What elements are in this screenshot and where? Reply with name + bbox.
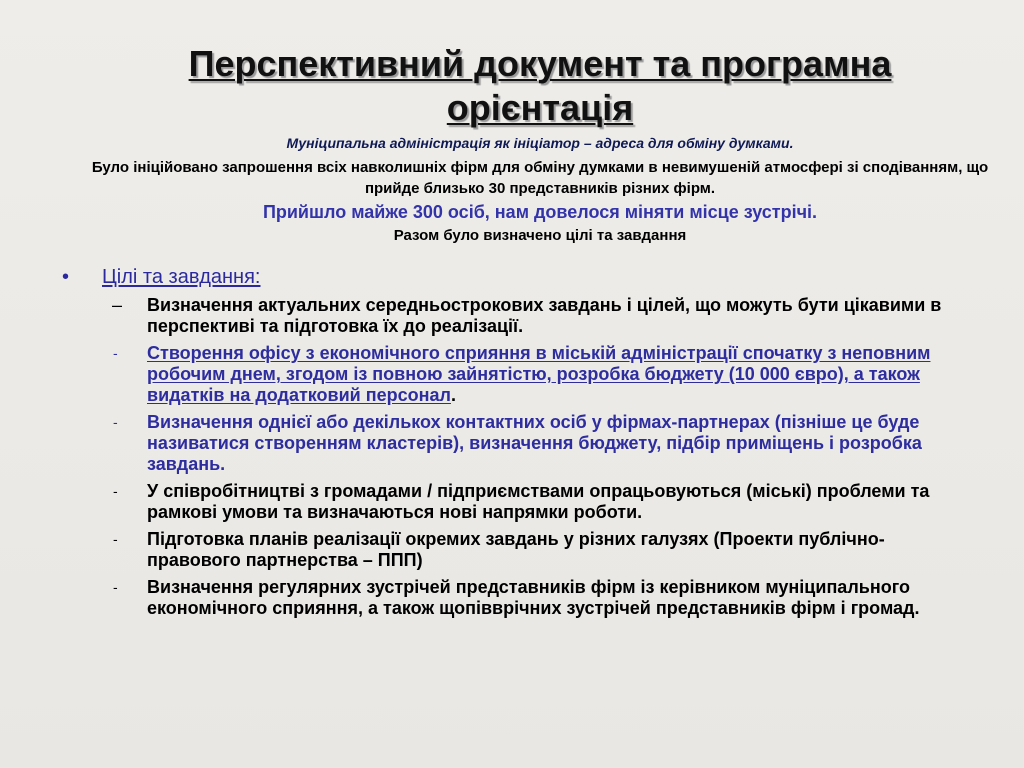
highlight-text: Прийшло майже 300 осіб, нам довелося міняти місце зустрічі. [262,202,818,222]
list-item [110,295,950,337]
subtitle-initiator: Муніципальна адміністрація як ініціатор – адреса для обміну думками. [286,135,794,151]
list-item [110,412,950,475]
list-item [110,577,950,619]
list-item-text: У співробітництві з громадами / підприємствами опрацьовуються (міські) проблеми та рамкові умови та визначаються нові напрямки роботи. [147,481,930,522]
list-item-text: Визначення актуальних середньострокових завдань і цілей, що можуть бути цікавими в перспективі та підготовка їх до реалізації. [147,295,942,336]
list-item-text: Підготовка планів реалізації окремих завдань у різних галузях (Проекти публічно-правового партнерства – ППП) [147,529,885,570]
goals-defined-text: Разом було визначено цілі та завдання [393,227,687,244]
dash-marker: - [113,579,118,595]
list-item-text: Визначення однієї або декількох контактних осіб у фірмах-партнерах (пізніше це буде називатися створенням кластерів), визначення бюджету, підбір приміщень і розробка завдань. [147,412,922,474]
list-item [110,481,950,523]
list-item-text: Визначення регулярних зустрічей представників фірм із керівником муніципального економічного сприяння, а також щопівврічних зустрічей представників фірм і громад. [147,577,920,618]
dash-marker: - [113,531,118,547]
dash-marker: - [113,483,118,499]
list-item-suffix: . [450,385,456,405]
bullet-marker: • [62,266,70,288]
goals-heading: Цілі та завдання: [102,266,261,288]
goals-list [110,295,950,625]
dash-marker: – [112,295,123,315]
intro-text: Було ініційовано запрошення всіх навколишніх фірм для обміну думками в невимушеній атмосфері зі сподіванням, що прийде близько 30 представників різних фірм. [91,159,989,197]
list-item [110,343,950,406]
list-item-text: Створення офісу з економічного сприяння в міській адміністрації спочатку з неповним робочим днем, згодом із повною зайнятістю, розробка бюджету (10 000 євро), а також видатків на додатковий персонал [147,343,931,405]
list-item [110,529,950,571]
slide-title: Перспективний документ та програмна орієнтація [188,43,892,128]
dash-marker: - [113,414,118,430]
dash-marker: - [113,345,118,361]
